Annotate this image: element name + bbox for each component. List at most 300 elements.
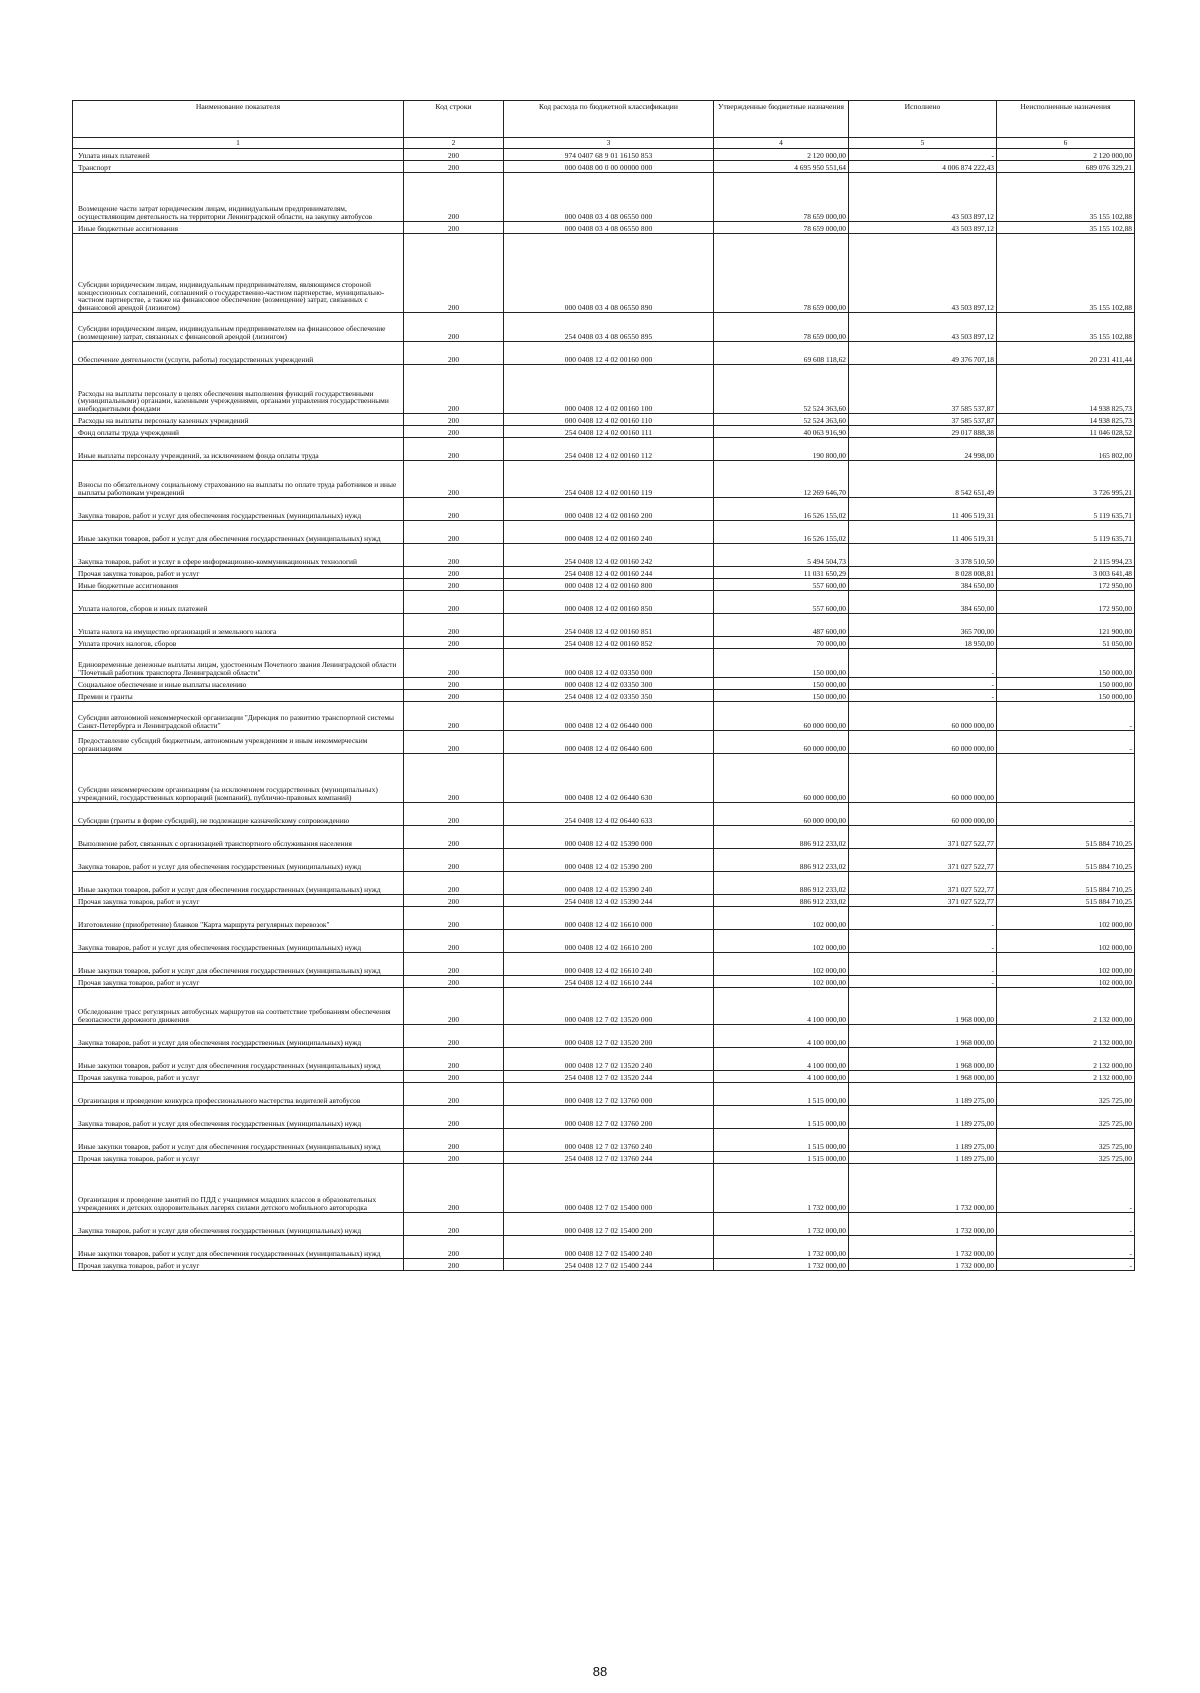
unexecuted-amount-cell: 35 155 102,88 xyxy=(997,222,1135,234)
budget-code-cell: 000 0408 12 7 02 13520 240 xyxy=(504,1048,714,1071)
executed-amount-cell: 11 406 519,31 xyxy=(849,498,997,521)
table-row xyxy=(73,365,1135,414)
budget-code-cell: 254 0408 12 4 02 00160 242 xyxy=(504,544,714,567)
column-number: 4 xyxy=(714,138,849,149)
executed-amount-cell: 371 027 522,77 xyxy=(849,849,997,872)
approved-amount-cell: 487 600,00 xyxy=(714,614,849,637)
executed-amount-cell: - xyxy=(849,149,997,161)
executed-amount-cell: 37 585 537,87 xyxy=(849,365,997,414)
unexecuted-amount-cell: 14 938 825,73 xyxy=(997,414,1135,426)
unexecuted-amount-cell: - xyxy=(997,1259,1135,1271)
approved-amount-cell: 150 000,00 xyxy=(714,649,849,678)
approved-amount-cell: 4 100 000,00 xyxy=(714,1025,849,1048)
table-row xyxy=(73,907,1135,930)
table-row xyxy=(73,731,1135,754)
line-code-cell: 200 xyxy=(404,1048,504,1071)
table-row xyxy=(73,426,1135,438)
executed-amount-cell: 1 189 275,00 xyxy=(849,1106,997,1129)
budget-code-cell: 000 0408 12 4 02 00160 100 xyxy=(504,365,714,414)
executed-amount-cell: 60 000 000,00 xyxy=(849,754,997,803)
executed-amount-cell: 29 017 888,38 xyxy=(849,426,997,438)
column-number: 2 xyxy=(404,138,504,149)
line-code-cell: 200 xyxy=(404,930,504,953)
table-row xyxy=(73,1213,1135,1236)
row-name-cell: Иные закупки товаров, работ и услуг для обеспечения государственных (муниципальных) нужд xyxy=(73,953,404,976)
budget-code-cell: 254 0408 12 4 02 00160 244 xyxy=(504,567,714,579)
executed-amount-cell: 1 968 000,00 xyxy=(849,1048,997,1071)
line-code-cell: 200 xyxy=(404,1152,504,1164)
executed-amount-cell: - xyxy=(849,907,997,930)
executed-amount-cell: 43 503 897,12 xyxy=(849,234,997,313)
unexecuted-amount-cell: 515 884 710,25 xyxy=(997,872,1135,895)
unexecuted-amount-cell: - xyxy=(997,702,1135,731)
table-row xyxy=(73,649,1135,678)
table-row xyxy=(73,803,1135,826)
unexecuted-amount-cell: 689 076 329,21 xyxy=(997,161,1135,173)
table-row xyxy=(73,702,1135,731)
budget-code-cell: 254 0408 12 7 02 13760 244 xyxy=(504,1152,714,1164)
executed-amount-cell: 1 189 275,00 xyxy=(849,1152,997,1164)
row-name-cell: Транспорт xyxy=(73,161,404,173)
unexecuted-amount-cell: 3 726 995,21 xyxy=(997,461,1135,498)
table-row xyxy=(73,849,1135,872)
table-row xyxy=(73,1083,1135,1106)
budget-code-cell: 000 0408 12 7 02 13520 000 xyxy=(504,988,714,1025)
row-name-cell: Иные закупки товаров, работ и услуг для обеспечения государственных (муниципальных) нужд xyxy=(73,1129,404,1152)
row-name-cell: Взносы по обязательному социальному страхованию на выплаты по оплате труда работников и иные выплаты работникам учреждений xyxy=(73,461,404,498)
line-code-cell: 200 xyxy=(404,826,504,849)
unexecuted-amount-cell: 2 115 994,23 xyxy=(997,544,1135,567)
row-name-cell: Закупка товаров, работ и услуг для обеспечения государственных (муниципальных) нужд xyxy=(73,1025,404,1048)
executed-amount-cell: 43 503 897,12 xyxy=(849,222,997,234)
executed-amount-cell: 60 000 000,00 xyxy=(849,731,997,754)
budget-code-cell: 254 0408 03 4 08 06550 895 xyxy=(504,313,714,342)
unexecuted-amount-cell: 102 000,00 xyxy=(997,930,1135,953)
approved-amount-cell: 16 526 155,02 xyxy=(714,498,849,521)
table-row xyxy=(73,342,1135,365)
row-name-cell: Иные бюджетные ассигнования xyxy=(73,222,404,234)
budget-code-cell: 254 0408 12 4 02 00160 119 xyxy=(504,461,714,498)
budget-code-cell: 000 0408 12 4 02 00160 850 xyxy=(504,591,714,614)
row-name-cell: Иные закупки товаров, работ и услуг для обеспечения государственных (муниципальных) нужд xyxy=(73,872,404,895)
table-row xyxy=(73,591,1135,614)
unexecuted-amount-cell: - xyxy=(997,1213,1135,1236)
unexecuted-amount-cell: 14 938 825,73 xyxy=(997,365,1135,414)
approved-amount-cell: 1 515 000,00 xyxy=(714,1152,849,1164)
row-name-cell: Иные выплаты персоналу учреждений, за исключением фонда оплаты труда xyxy=(73,438,404,461)
line-code-cell: 200 xyxy=(404,1025,504,1048)
approved-amount-cell: 78 659 000,00 xyxy=(714,234,849,313)
budget-code-cell: 000 0408 12 4 02 15390 000 xyxy=(504,826,714,849)
unexecuted-amount-cell: 121 900,00 xyxy=(997,614,1135,637)
executed-amount-cell: 18 950,00 xyxy=(849,637,997,649)
executed-amount-cell: 8 028 008,81 xyxy=(849,567,997,579)
row-name-cell: Расходы на выплаты персоналу казенных учреждений xyxy=(73,414,404,426)
executed-amount-cell: - xyxy=(849,953,997,976)
line-code-cell: 200 xyxy=(404,365,504,414)
line-code-cell: 200 xyxy=(404,1236,504,1259)
row-name-cell: Закупка товаров, работ и услуг для обеспечения государственных (муниципальных) нужд xyxy=(73,1106,404,1129)
unexecuted-amount-cell: 35 155 102,88 xyxy=(997,173,1135,222)
line-code-cell: 200 xyxy=(404,234,504,313)
table-header-row xyxy=(73,101,1135,138)
line-code-cell: 200 xyxy=(404,614,504,637)
budget-code-cell: 254 0408 12 4 02 00160 851 xyxy=(504,614,714,637)
row-name-cell: Уплата иных платежей xyxy=(73,149,404,161)
budget-code-cell: 000 0408 12 4 02 16610 240 xyxy=(504,953,714,976)
row-name-cell: Закупка товаров, работ и услуг для обеспечения государственных (муниципальных) нужд xyxy=(73,498,404,521)
executed-amount-cell: 1 732 000,00 xyxy=(849,1164,997,1213)
unexecuted-amount-cell: 35 155 102,88 xyxy=(997,234,1135,313)
line-code-cell: 200 xyxy=(404,953,504,976)
budget-execution-table xyxy=(72,100,1135,1271)
table-row xyxy=(73,614,1135,637)
row-name-cell: Субсидии (гранты в форме субсидий), не подлежащие казначейскому сопровождению xyxy=(73,803,404,826)
approved-amount-cell: 4 100 000,00 xyxy=(714,988,849,1025)
budget-code-cell: 254 0408 12 4 02 03350 350 xyxy=(504,690,714,702)
line-code-cell: 200 xyxy=(404,1164,504,1213)
row-name-cell: Иные бюджетные ассигнования xyxy=(73,579,404,591)
approved-amount-cell: 886 912 233,02 xyxy=(714,826,849,849)
column-number: 6 xyxy=(997,138,1135,149)
table-body xyxy=(73,149,1135,1271)
approved-amount-cell: 60 000 000,00 xyxy=(714,754,849,803)
line-code-cell: 200 xyxy=(404,872,504,895)
table-row xyxy=(73,637,1135,649)
budget-code-cell: 000 0408 12 4 02 15390 240 xyxy=(504,872,714,895)
unexecuted-amount-cell: 172 950,00 xyxy=(997,591,1135,614)
line-code-cell: 200 xyxy=(404,702,504,731)
executed-amount-cell: 24 998,00 xyxy=(849,438,997,461)
table-row xyxy=(73,976,1135,988)
executed-amount-cell: 371 027 522,77 xyxy=(849,826,997,849)
unexecuted-amount-cell: - xyxy=(997,803,1135,826)
row-name-cell: Прочая закупка товаров, работ и услуг xyxy=(73,895,404,907)
row-name-cell: Уплата налогов, сборов и иных платежей xyxy=(73,591,404,614)
unexecuted-amount-cell: 2 132 000,00 xyxy=(997,1071,1135,1083)
approved-amount-cell: 190 800,00 xyxy=(714,438,849,461)
table-row xyxy=(73,1071,1135,1083)
approved-amount-cell: 2 120 000,00 xyxy=(714,149,849,161)
line-code-cell: 200 xyxy=(404,637,504,649)
row-name-cell: Возмещение части затрат юридическим лицам, индивидуальным предпринимателям, осуществляющим деятельность на территории Ленинградской области, на закупку автобусов xyxy=(73,173,404,222)
approved-amount-cell: 4 695 950 551,64 xyxy=(714,161,849,173)
page-number: 88 xyxy=(592,1664,608,1679)
unexecuted-amount-cell: 2 120 000,00 xyxy=(997,149,1135,161)
unexecuted-amount-cell: 325 725,00 xyxy=(997,1129,1135,1152)
unexecuted-amount-cell: 150 000,00 xyxy=(997,690,1135,702)
row-name-cell: Субсидии юридическим лицам, индивидуальным предпринимателям, являющимся стороной концессионных соглашений, соглашений о государственно-частном партнерстве, муниципально-частном партнерстве, а также на финансовое обеспечение (возмещение) затрат, связанных с финансовой арендой (лизингом) xyxy=(73,234,404,313)
approved-amount-cell: 11 031 650,29 xyxy=(714,567,849,579)
unexecuted-amount-cell: 150 000,00 xyxy=(997,678,1135,690)
executed-amount-cell: - xyxy=(849,649,997,678)
line-code-cell: 200 xyxy=(404,579,504,591)
row-name-cell: Обеспечение деятельности (услуги, работы) государственных учреждений xyxy=(73,342,404,365)
executed-amount-cell: 1 732 000,00 xyxy=(849,1236,997,1259)
unexecuted-amount-cell: 20 231 411,44 xyxy=(997,342,1135,365)
executed-amount-cell: - xyxy=(849,678,997,690)
budget-code-cell: 254 0408 12 4 02 00160 112 xyxy=(504,438,714,461)
approved-amount-cell: 1 515 000,00 xyxy=(714,1106,849,1129)
header-indicator-name: Наименование показателя xyxy=(73,101,404,138)
executed-amount-cell: 365 700,00 xyxy=(849,614,997,637)
executed-amount-cell: 384 650,00 xyxy=(849,591,997,614)
budget-code-cell: 000 0408 12 4 02 16610 200 xyxy=(504,930,714,953)
line-code-cell: 200 xyxy=(404,678,504,690)
row-name-cell: Прочая закупка товаров, работ и услуг xyxy=(73,1152,404,1164)
line-code-cell: 200 xyxy=(404,342,504,365)
executed-amount-cell: - xyxy=(849,930,997,953)
table-row xyxy=(73,313,1135,342)
approved-amount-cell: 886 912 233,02 xyxy=(714,872,849,895)
row-name-cell: Уплата налога на имущество организаций и земельного налога xyxy=(73,614,404,637)
table-row xyxy=(73,173,1135,222)
executed-amount-cell: 371 027 522,77 xyxy=(849,872,997,895)
executed-amount-cell: 1 732 000,00 xyxy=(849,1259,997,1271)
approved-amount-cell: 70 000,00 xyxy=(714,637,849,649)
approved-amount-cell: 557 600,00 xyxy=(714,591,849,614)
line-code-cell: 200 xyxy=(404,161,504,173)
table-row xyxy=(73,414,1135,426)
row-name-cell: Фонд оплаты труда учреждений xyxy=(73,426,404,438)
executed-amount-cell: - xyxy=(849,690,997,702)
line-code-cell: 200 xyxy=(404,1083,504,1106)
budget-code-cell: 000 0408 12 4 02 03350 000 xyxy=(504,649,714,678)
table-row xyxy=(73,544,1135,567)
approved-amount-cell: 12 269 646,70 xyxy=(714,461,849,498)
executed-amount-cell: 43 503 897,12 xyxy=(849,313,997,342)
row-name-cell: Субсидии юридическим лицам, индивидуальным предпринимателям на финансовое обеспечение (возмещение) затрат, связанных с финансовой арендой (лизингом) xyxy=(73,313,404,342)
executed-amount-cell: 49 376 707,18 xyxy=(849,342,997,365)
header-line-code: Код строки xyxy=(404,101,504,138)
approved-amount-cell: 1 515 000,00 xyxy=(714,1083,849,1106)
approved-amount-cell: 1 732 000,00 xyxy=(714,1259,849,1271)
line-code-cell: 200 xyxy=(404,895,504,907)
unexecuted-amount-cell: 150 000,00 xyxy=(997,649,1135,678)
executed-amount-cell: 43 503 897,12 xyxy=(849,173,997,222)
executed-amount-cell: 1 189 275,00 xyxy=(849,1129,997,1152)
table-row xyxy=(73,461,1135,498)
budget-code-cell: 000 0408 12 4 02 03350 300 xyxy=(504,678,714,690)
unexecuted-amount-cell: 11 046 028,52 xyxy=(997,426,1135,438)
line-code-cell: 200 xyxy=(404,1129,504,1152)
approved-amount-cell: 16 526 155,02 xyxy=(714,521,849,544)
executed-amount-cell: 1 968 000,00 xyxy=(849,1071,997,1083)
table-row xyxy=(73,678,1135,690)
line-code-cell: 200 xyxy=(404,803,504,826)
line-code-cell: 200 xyxy=(404,1071,504,1083)
table-row xyxy=(73,234,1135,313)
table-row xyxy=(73,161,1135,173)
budget-code-cell: 000 0408 00 0 00 00000 000 xyxy=(504,161,714,173)
line-code-cell: 200 xyxy=(404,907,504,930)
row-name-cell: Изготовление (приобретение) бланков "Карта маршрута регулярных перевозок" xyxy=(73,907,404,930)
unexecuted-amount-cell: 5 119 635,71 xyxy=(997,521,1135,544)
header-executed: Исполнено xyxy=(849,101,997,138)
approved-amount-cell: 102 000,00 xyxy=(714,953,849,976)
header-unexecuted-appropriations: Неисполненные назначения xyxy=(997,101,1135,138)
table-row xyxy=(73,872,1135,895)
executed-amount-cell: 11 406 519,31 xyxy=(849,521,997,544)
table-row xyxy=(73,953,1135,976)
budget-code-cell: 000 0408 12 7 02 13760 200 xyxy=(504,1106,714,1129)
row-name-cell: Иные закупки товаров, работ и услуг для обеспечения государственных (муниципальных) нужд xyxy=(73,1236,404,1259)
row-name-cell: Обследование трасс регулярных автобусных маршрутов на соответствие требованиям обеспечения безопасности дорожного движения xyxy=(73,988,404,1025)
row-name-cell: Уплата прочих налогов, сборов xyxy=(73,637,404,649)
executed-amount-cell: 60 000 000,00 xyxy=(849,702,997,731)
unexecuted-amount-cell: 2 132 000,00 xyxy=(997,1048,1135,1071)
line-code-cell: 200 xyxy=(404,521,504,544)
row-name-cell: Расходы на выплаты персоналу в целях обеспечения выполнения функций государственными (муниципальными) органами, казенными учреждениями, органами управления государственными внебюджетными фондами xyxy=(73,365,404,414)
budget-code-cell: 000 0408 12 4 02 06440 630 xyxy=(504,754,714,803)
row-name-cell: Прочая закупка товаров, работ и услуг xyxy=(73,567,404,579)
unexecuted-amount-cell: 515 884 710,25 xyxy=(997,826,1135,849)
line-code-cell: 200 xyxy=(404,438,504,461)
unexecuted-amount-cell: 325 725,00 xyxy=(997,1152,1135,1164)
line-code-cell: 200 xyxy=(404,426,504,438)
table-row xyxy=(73,567,1135,579)
unexecuted-amount-cell: 515 884 710,25 xyxy=(997,895,1135,907)
unexecuted-amount-cell: 102 000,00 xyxy=(997,907,1135,930)
row-name-cell: Прочая закупка товаров, работ и услуг xyxy=(73,976,404,988)
approved-amount-cell: 150 000,00 xyxy=(714,678,849,690)
row-name-cell: Прочая закупка товаров, работ и услуг xyxy=(73,1259,404,1271)
budget-code-cell: 254 0408 12 7 02 15400 244 xyxy=(504,1259,714,1271)
budget-code-cell: 000 0408 12 4 02 00160 200 xyxy=(504,498,714,521)
table-row xyxy=(73,1025,1135,1048)
line-code-cell: 200 xyxy=(404,754,504,803)
line-code-cell: 200 xyxy=(404,731,504,754)
line-code-cell: 200 xyxy=(404,1259,504,1271)
row-name-cell: Иные закупки товаров, работ и услуг для обеспечения государственных (муниципальных) нужд xyxy=(73,521,404,544)
row-name-cell: Субсидии некоммерческим организациям (за исключением государственных (муниципальных) учреждений, государственных корпораций (компаний), публично-правовых компаний) xyxy=(73,754,404,803)
executed-amount-cell: - xyxy=(849,976,997,988)
unexecuted-amount-cell: 102 000,00 xyxy=(997,976,1135,988)
approved-amount-cell: 52 524 363,60 xyxy=(714,414,849,426)
budget-code-cell: 000 0408 12 7 02 15400 200 xyxy=(504,1213,714,1236)
executed-amount-cell: 8 542 651,49 xyxy=(849,461,997,498)
budget-code-cell: 000 0408 03 4 08 06550 800 xyxy=(504,222,714,234)
unexecuted-amount-cell: 2 132 000,00 xyxy=(997,988,1135,1025)
approved-amount-cell: 60 000 000,00 xyxy=(714,803,849,826)
executed-amount-cell: 384 650,00 xyxy=(849,579,997,591)
executed-amount-cell: 1 968 000,00 xyxy=(849,1025,997,1048)
executed-amount-cell: 1 732 000,00 xyxy=(849,1213,997,1236)
line-code-cell: 200 xyxy=(404,1106,504,1129)
approved-amount-cell: 78 659 000,00 xyxy=(714,313,849,342)
line-code-cell: 200 xyxy=(404,313,504,342)
approved-amount-cell: 78 659 000,00 xyxy=(714,173,849,222)
approved-amount-cell: 886 912 233,02 xyxy=(714,849,849,872)
line-code-cell: 200 xyxy=(404,591,504,614)
executed-amount-cell: 4 006 874 222,43 xyxy=(849,161,997,173)
budget-code-cell: 974 0407 68 9 01 16150 853 xyxy=(504,149,714,161)
budget-code-cell: 254 0408 12 4 02 16610 244 xyxy=(504,976,714,988)
budget-code-cell: 254 0408 12 7 02 13520 244 xyxy=(504,1071,714,1083)
table-row xyxy=(73,579,1135,591)
line-code-cell: 200 xyxy=(404,149,504,161)
row-name-cell: Иные закупки товаров, работ и услуг для обеспечения государственных (муниципальных) нужд xyxy=(73,1048,404,1071)
row-name-cell: Выполнение работ, связанных с организацией транспортного обслуживания населения xyxy=(73,826,404,849)
row-name-cell: Закупка товаров, работ и услуг для обеспечения государственных (муниципальных) нужд xyxy=(73,1213,404,1236)
budget-code-cell: 254 0408 12 4 02 06440 633 xyxy=(504,803,714,826)
line-code-cell: 200 xyxy=(404,690,504,702)
header-approved-appropriations: Утвержденные бюджетные назначения xyxy=(714,101,849,138)
table-row xyxy=(73,222,1135,234)
line-code-cell: 200 xyxy=(404,461,504,498)
table-row xyxy=(73,438,1135,461)
table-row xyxy=(73,521,1135,544)
table-row xyxy=(73,988,1135,1025)
column-number: 1 xyxy=(73,138,404,149)
budget-code-cell: 000 0408 12 4 02 00160 000 xyxy=(504,342,714,365)
budget-code-cell: 000 0408 12 4 02 06440 000 xyxy=(504,702,714,731)
unexecuted-amount-cell: 325 725,00 xyxy=(997,1083,1135,1106)
executed-amount-cell: 60 000 000,00 xyxy=(849,803,997,826)
approved-amount-cell: 60 000 000,00 xyxy=(714,731,849,754)
line-code-cell: 200 xyxy=(404,414,504,426)
line-code-cell: 200 xyxy=(404,976,504,988)
unexecuted-amount-cell: 3 003 641,48 xyxy=(997,567,1135,579)
budget-code-cell: 000 0408 12 7 02 15400 000 xyxy=(504,1164,714,1213)
approved-amount-cell: 557 600,00 xyxy=(714,579,849,591)
table-row xyxy=(73,1152,1135,1164)
budget-code-cell: 000 0408 12 7 02 13760 000 xyxy=(504,1083,714,1106)
executed-amount-cell: 1 968 000,00 xyxy=(849,988,997,1025)
budget-code-cell: 000 0408 03 4 08 06550 890 xyxy=(504,234,714,313)
line-code-cell: 200 xyxy=(404,173,504,222)
unexecuted-amount-cell: 325 725,00 xyxy=(997,1106,1135,1129)
line-code-cell: 200 xyxy=(404,498,504,521)
approved-amount-cell: 4 100 000,00 xyxy=(714,1048,849,1071)
approved-amount-cell: 1 732 000,00 xyxy=(714,1164,849,1213)
unexecuted-amount-cell: - xyxy=(997,731,1135,754)
unexecuted-amount-cell: 515 884 710,25 xyxy=(997,849,1135,872)
column-number: 3 xyxy=(504,138,714,149)
approved-amount-cell: 60 000 000,00 xyxy=(714,702,849,731)
approved-amount-cell: 5 494 504,73 xyxy=(714,544,849,567)
row-name-cell: Премии и гранты xyxy=(73,690,404,702)
row-name-cell: Закупка товаров, работ и услуг для обеспечения государственных (муниципальных) нужд xyxy=(73,930,404,953)
approved-amount-cell: 78 659 000,00 xyxy=(714,222,849,234)
line-code-cell: 200 xyxy=(404,988,504,1025)
approved-amount-cell: 102 000,00 xyxy=(714,976,849,988)
approved-amount-cell: 4 100 000,00 xyxy=(714,1071,849,1083)
row-name-cell: Субсидии автономной некоммерческой организации "Дирекция по развитию транспортной системы Санкт-Петербурга и Ленинградской области" xyxy=(73,702,404,731)
table-row xyxy=(73,498,1135,521)
line-code-cell: 200 xyxy=(404,544,504,567)
row-name-cell: Социальное обеспечение и иные выплаты населению xyxy=(73,678,404,690)
unexecuted-amount-cell: 51 050,00 xyxy=(997,637,1135,649)
column-number: 5 xyxy=(849,138,997,149)
unexecuted-amount-cell: 102 000,00 xyxy=(997,953,1135,976)
line-code-cell: 200 xyxy=(404,649,504,678)
budget-code-cell: 000 0408 12 4 02 16610 000 xyxy=(504,907,714,930)
table-row xyxy=(73,895,1135,907)
unexecuted-amount-cell: 172 950,00 xyxy=(997,579,1135,591)
table-row xyxy=(73,826,1135,849)
budget-code-cell: 000 0408 12 7 02 13760 240 xyxy=(504,1129,714,1152)
budget-code-cell: 000 0408 12 7 02 15400 240 xyxy=(504,1236,714,1259)
line-code-cell: 200 xyxy=(404,567,504,579)
unexecuted-amount-cell xyxy=(997,754,1135,803)
unexecuted-amount-cell: 35 155 102,88 xyxy=(997,313,1135,342)
row-name-cell: Предоставление субсидий бюджетным, автономным учреждениям и иным некоммерческим организациям xyxy=(73,731,404,754)
approved-amount-cell: 1 732 000,00 xyxy=(714,1213,849,1236)
approved-amount-cell: 150 000,00 xyxy=(714,690,849,702)
executed-amount-cell: 1 189 275,00 xyxy=(849,1083,997,1106)
table-row xyxy=(73,149,1135,161)
